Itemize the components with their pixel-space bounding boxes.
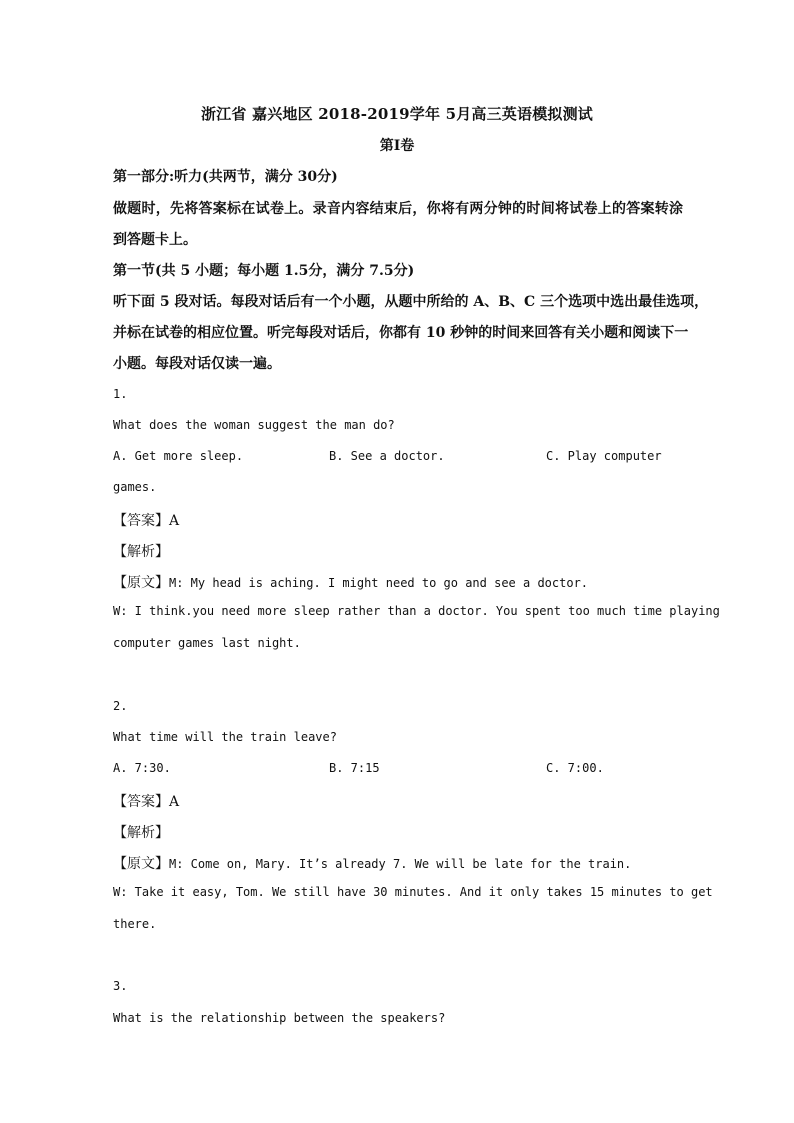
- option-b: B. 7:15: [329, 761, 380, 775]
- transcript-m-text: M: Come on, Mary. It’s already 7. We will be late for the train.: [169, 857, 632, 871]
- option-b: B. See a doctor.: [329, 449, 445, 463]
- transcript-line-m: [113, 572, 683, 592]
- transcript-line-w2: there.: [113, 917, 157, 931]
- option-a: A. Get more sleep.: [113, 449, 244, 463]
- transcript-label: 【原文】: [113, 575, 169, 591]
- section1-instruction-line3: 小题。每段对话仅读一遍。: [113, 356, 281, 372]
- option-c-continued: games.: [113, 480, 157, 494]
- transcript-line-w2: computer games last night.: [113, 636, 301, 650]
- answer-label: 【答案】A: [113, 794, 180, 810]
- section1-instruction-line1: 听下面 5 段对话。每段对话后有一个小题，从题中所给的 A、B、C 三个选项中选出最佳选项，: [113, 294, 709, 310]
- analysis-label: 【解析】: [113, 544, 169, 560]
- answer-label: 【答案】A: [113, 513, 180, 529]
- question-text: What does the woman suggest the man do?: [113, 418, 395, 432]
- transcript-label: 【原文】: [113, 856, 169, 872]
- transcript-m-text: M: My head is aching. I might need to go and see a doctor.: [169, 576, 589, 590]
- part1-heading: 第一部分:听力(共两节，满分 30分): [113, 169, 338, 185]
- exam-title: 浙江省 嘉兴地区 2018-2019学年 5月高三英语模拟测试: [200, 105, 594, 123]
- question-number: 3.: [113, 979, 128, 993]
- part1-instruction-line1: 做题时，先将答案标在试卷上。录音内容结束后，你将有两分钟的时间将试卷上的答案转涂: [113, 201, 683, 217]
- question-number: 1.: [113, 387, 128, 401]
- section1-instruction-line2: 并标在试卷的相应位置。听完每段对话后，你都有 10 秒钟的时间来回答有关小题和阅读下一: [113, 325, 689, 341]
- question-number: 2.: [113, 699, 128, 713]
- transcript-line-m: [113, 853, 683, 873]
- transcript-line-w1: W: Take it easy, Tom. We still have 30 minutes. And it only takes 15 minutes to get: [113, 885, 713, 899]
- part1-instruction-line2: 到答题卡上。: [113, 232, 197, 248]
- analysis-label: 【解析】: [113, 825, 169, 841]
- option-c: C. 7:00.: [546, 761, 604, 775]
- transcript-line-w1: W: I think.you need more sleep rather than a doctor. You spent too much time playing: [113, 604, 720, 618]
- question-text: What time will the train leave?: [113, 730, 337, 744]
- volume-label: 第Ⅰ卷: [379, 138, 415, 154]
- option-a: A. 7:30.: [113, 761, 171, 775]
- section1-heading: 第一节(共 5 小题；每小题 1.5分，满分 7.5分): [113, 263, 415, 279]
- question-text: What is the relationship between the speakers?: [113, 1011, 446, 1025]
- option-c: C. Play computer: [546, 449, 662, 463]
